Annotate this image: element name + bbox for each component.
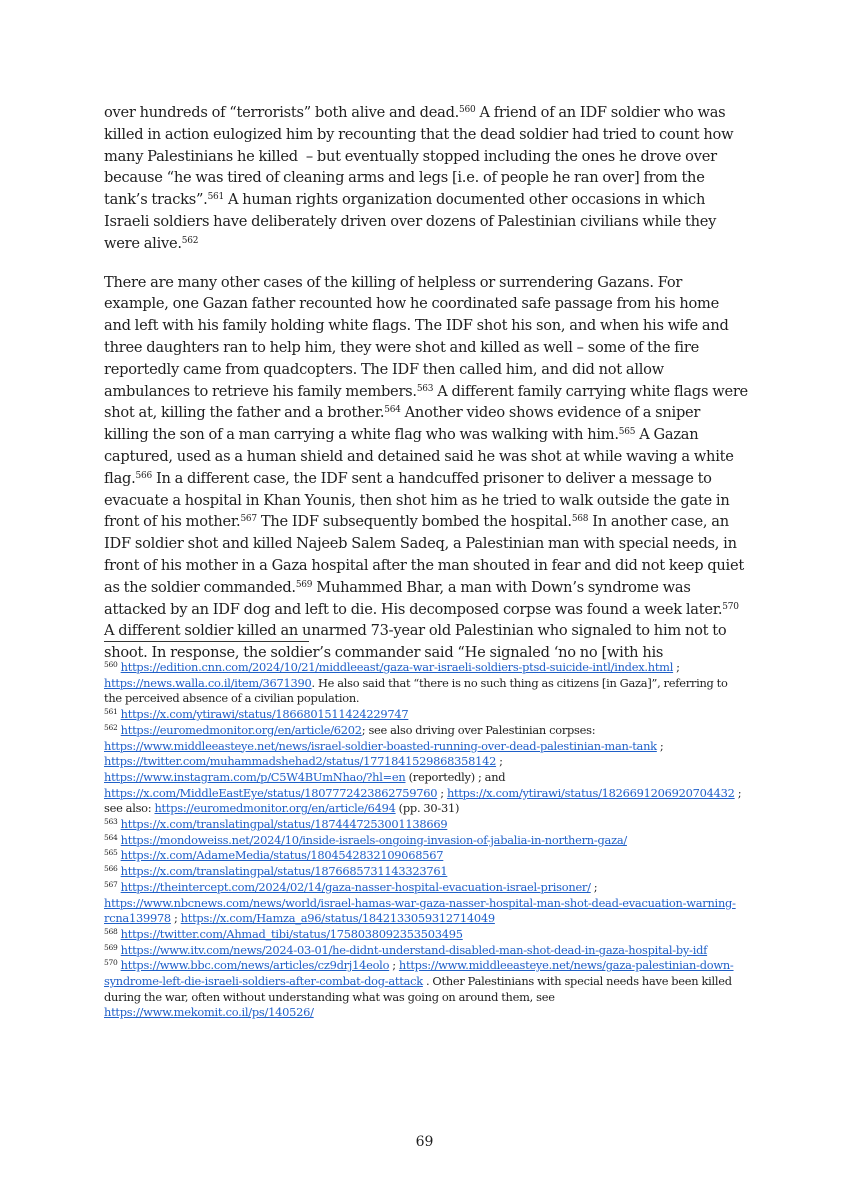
footnote-separator xyxy=(104,641,309,642)
footnote-ref: 560 xyxy=(104,660,118,669)
footnote-ref: 569 xyxy=(295,579,313,590)
text-run: ; xyxy=(389,958,399,973)
footnote-ref: 565 xyxy=(104,848,118,858)
footnote-link[interactable]: https://twitter.com/muhammadshehad2/status/1771841529868358142 xyxy=(104,754,497,769)
footnote-ref: 561 xyxy=(207,192,225,203)
footnote-ref: 564 xyxy=(104,832,118,842)
footnote-link[interactable]: https://x.com/MiddleEastEye/status/1807772423862759760 xyxy=(104,785,438,800)
footnote-ref: 564 xyxy=(384,405,401,416)
footnote-link[interactable]: https://edition.cnn.com/2024/10/21/middleeast/gaza-war-israeli-soldiers-ptsd-suicide-intl/index.html xyxy=(120,660,674,674)
text-run: A different family carrying white flags were shot at, killing the father and a brother. xyxy=(104,382,748,422)
footnote-link[interactable]: https://news.walla.co.il/item/3671390 xyxy=(104,675,312,690)
text-run: There are many other cases of the killing of helpless or surrendering Gazans. For example, one Gazan father recounted how he coordinated safe passage from his home and left with his family holding white flags. The IDF shot his son, and when his wife and three daughters ran to help him, they were shot and killed as well – some of the fire reportedly came from quadcopters. The IDF then called him, and did not allow ambulances to retrieve his family members. xyxy=(104,273,729,400)
text-run: ; xyxy=(673,660,680,674)
footnote-link[interactable]: https://www.instagram.com/p/C5W4BUmNhao/?hl=en xyxy=(104,769,406,784)
text-run: ; xyxy=(170,911,181,926)
footnote-ref: 568 xyxy=(571,514,589,525)
footnote-ref: 566 xyxy=(104,864,118,874)
text-run: ; see also: xyxy=(104,785,742,816)
footnotes xyxy=(104,660,748,1021)
text-run: Muhammed Bhar, a man with Down’s syndrome was attacked by an IDF dog and left to die. His decomposed corpse was found a week later. xyxy=(104,578,723,618)
footnote xyxy=(104,880,748,927)
footnote xyxy=(104,660,748,707)
footnote-link[interactable]: https://www.middleeasteye.net/news/gaza-palestinian-down-syndrome-left-die-israeli-soldiers-after-combat-dog-attack xyxy=(104,958,734,989)
text-run: A different soldier killed an unarmed 73-year old Palestinian who signaled to him not to shoot. In response, the soldier’s commander said “He signaled ‘no no [with his xyxy=(104,622,727,662)
footnote-ref: 570 xyxy=(722,601,739,612)
footnote-link[interactable]: https://x.com/ytirawi/status/1826691206920704432 xyxy=(446,785,735,800)
footnote-link[interactable]: https://www.mekomit.co.il/ps/140526/ xyxy=(104,1005,314,1020)
text-run: ; see also driving over Palestinian corpses: xyxy=(361,722,596,737)
text-run: A Gazan captured, used as a human shield and detained said he was shot at while waving a white flag. xyxy=(104,426,734,487)
text-run: A friend of an IDF soldier who was killed in action eulogized him by recounting that the dead soldier had tried to count how many Palestinians he killed – but eventually stopped including the ones he drove over because “he was tired of cleaning arms and legs [i.e. of people he ran over] from the tank’s tracks”. xyxy=(104,104,734,209)
text-run: (reportedly) ; and xyxy=(405,769,506,784)
footnote-link[interactable]: https://euromedmonitor.org/en/article/6202 xyxy=(120,722,362,737)
footnote-link[interactable]: https://x.com/translatingpal/status/1876685731143323761 xyxy=(120,864,448,879)
footnote-link[interactable]: https://euromedmonitor.org/en/article/6494 xyxy=(154,801,396,816)
footnote xyxy=(104,707,748,723)
text-run: . He also said that “there is no such thing as citizens [in Gaza]”, referring to the perceived absence of a civilian population. xyxy=(104,675,728,706)
footnote xyxy=(104,848,748,864)
footnote-ref: 567 xyxy=(104,879,118,889)
footnote-link[interactable]: https://www.itv.com/news/2024-03-01/he-didnt-understand-disabled-man-shot-dead-in-gaza-hospital-by-idf xyxy=(120,942,708,957)
text-run: In another case, an IDF soldier shot and killed Najeeb Salem Sadeq, a Palestinian man with special needs, in front of his mother in a Gaza hospital after the man shouted in fear and did not keep quiet as the soldier commanded. xyxy=(104,513,744,596)
footnote-ref: 562 xyxy=(181,235,199,246)
footnote-ref: 565 xyxy=(618,427,636,438)
footnote-ref: 560 xyxy=(459,105,476,115)
footnote-link[interactable]: https://x.com/AdameMedia/status/1804542832109068567 xyxy=(120,848,444,863)
footnote xyxy=(104,723,748,817)
footnote-ref: 563 xyxy=(416,383,434,394)
footnote-link[interactable]: https://x.com/Hamza_a96/status/1842133059312714049 xyxy=(180,911,495,926)
text-run: ; xyxy=(437,785,447,800)
footnote xyxy=(104,833,748,849)
footnote xyxy=(104,927,748,943)
page-number: 69 xyxy=(415,1134,434,1150)
footnote-ref: 566 xyxy=(135,470,152,481)
text-run: ; xyxy=(590,879,598,894)
footnote-link[interactable]: https://x.com/ytirawi/status/1866801511424229747 xyxy=(120,707,409,722)
body-paragraph xyxy=(104,102,748,255)
footnote-link[interactable]: https://www.middleeasteye.net/news/israel-soldier-boasted-running-over-dead-palestinian-man-tank xyxy=(104,738,657,753)
footnote xyxy=(104,864,748,880)
text-run: A human rights organization documented other occasions in which Israeli soldiers have deliberately driven over dozens of Palestinian civilians while they were alive. xyxy=(104,191,717,252)
footnote xyxy=(104,943,748,959)
text-run: ; xyxy=(656,738,664,753)
text-run: (pp. 30-31) xyxy=(395,801,460,816)
footnote-ref: 568 xyxy=(104,926,118,936)
footnote-link[interactable]: https://x.com/translatingpal/status/1874447253001138669 xyxy=(120,817,448,832)
text-run: ; xyxy=(496,754,503,769)
footnote xyxy=(104,958,748,1021)
footnote-link[interactable]: https://twitter.com/Ahmad_tibi/status/1758038092353503495 xyxy=(120,926,463,941)
text-run: Another video shows evidence of a sniper killing the son of a man carrying a white flag who was walking with him. xyxy=(104,404,701,444)
text-run: In a different case, the IDF sent a handcuffed prisoner to deliver a message to evacuate a hospital in Khan Younis, then shot him as he tried to walk outside the gate in front of his mother. xyxy=(104,469,730,531)
body-text xyxy=(104,102,748,664)
footnote xyxy=(104,817,748,833)
text-run: over hundreds of “terrorists” both alive and dead. xyxy=(104,104,460,121)
footnote-ref: 561 xyxy=(104,707,118,717)
footnote-ref: 567 xyxy=(240,514,257,525)
footnote-link[interactable]: https://mondoweiss.net/2024/10/inside-israels-ongoing-invasion-of-jabalia-in-northern-gaza/ xyxy=(120,832,627,847)
body-paragraph xyxy=(104,272,748,664)
footnote-link[interactable]: https://www.nbcnews.com/news/world/israel-hamas-war-gaza-nasser-hospital-man-shot-dead-evacuation-warning-rcna139978 xyxy=(104,895,736,926)
footnote-ref: 569 xyxy=(104,942,118,952)
footnote-ref: 562 xyxy=(104,722,118,732)
footnote-link[interactable]: https://www.bbc.com/news/articles/cz9drj14eolo xyxy=(120,958,390,973)
footnote-ref: 563 xyxy=(104,817,118,827)
footnote-link[interactable]: https://theintercept.com/2024/02/14/gaza-nasser-hospital-evacuation-israel-prisoner/ xyxy=(120,879,591,894)
text-run: . Other Palestinians with special needs have been killed during the war, often without understanding what was going on around them, see xyxy=(104,974,732,1004)
text-run: The IDF subsequently bombed the hospital. xyxy=(256,513,572,531)
footnote-ref: 570 xyxy=(104,958,118,968)
